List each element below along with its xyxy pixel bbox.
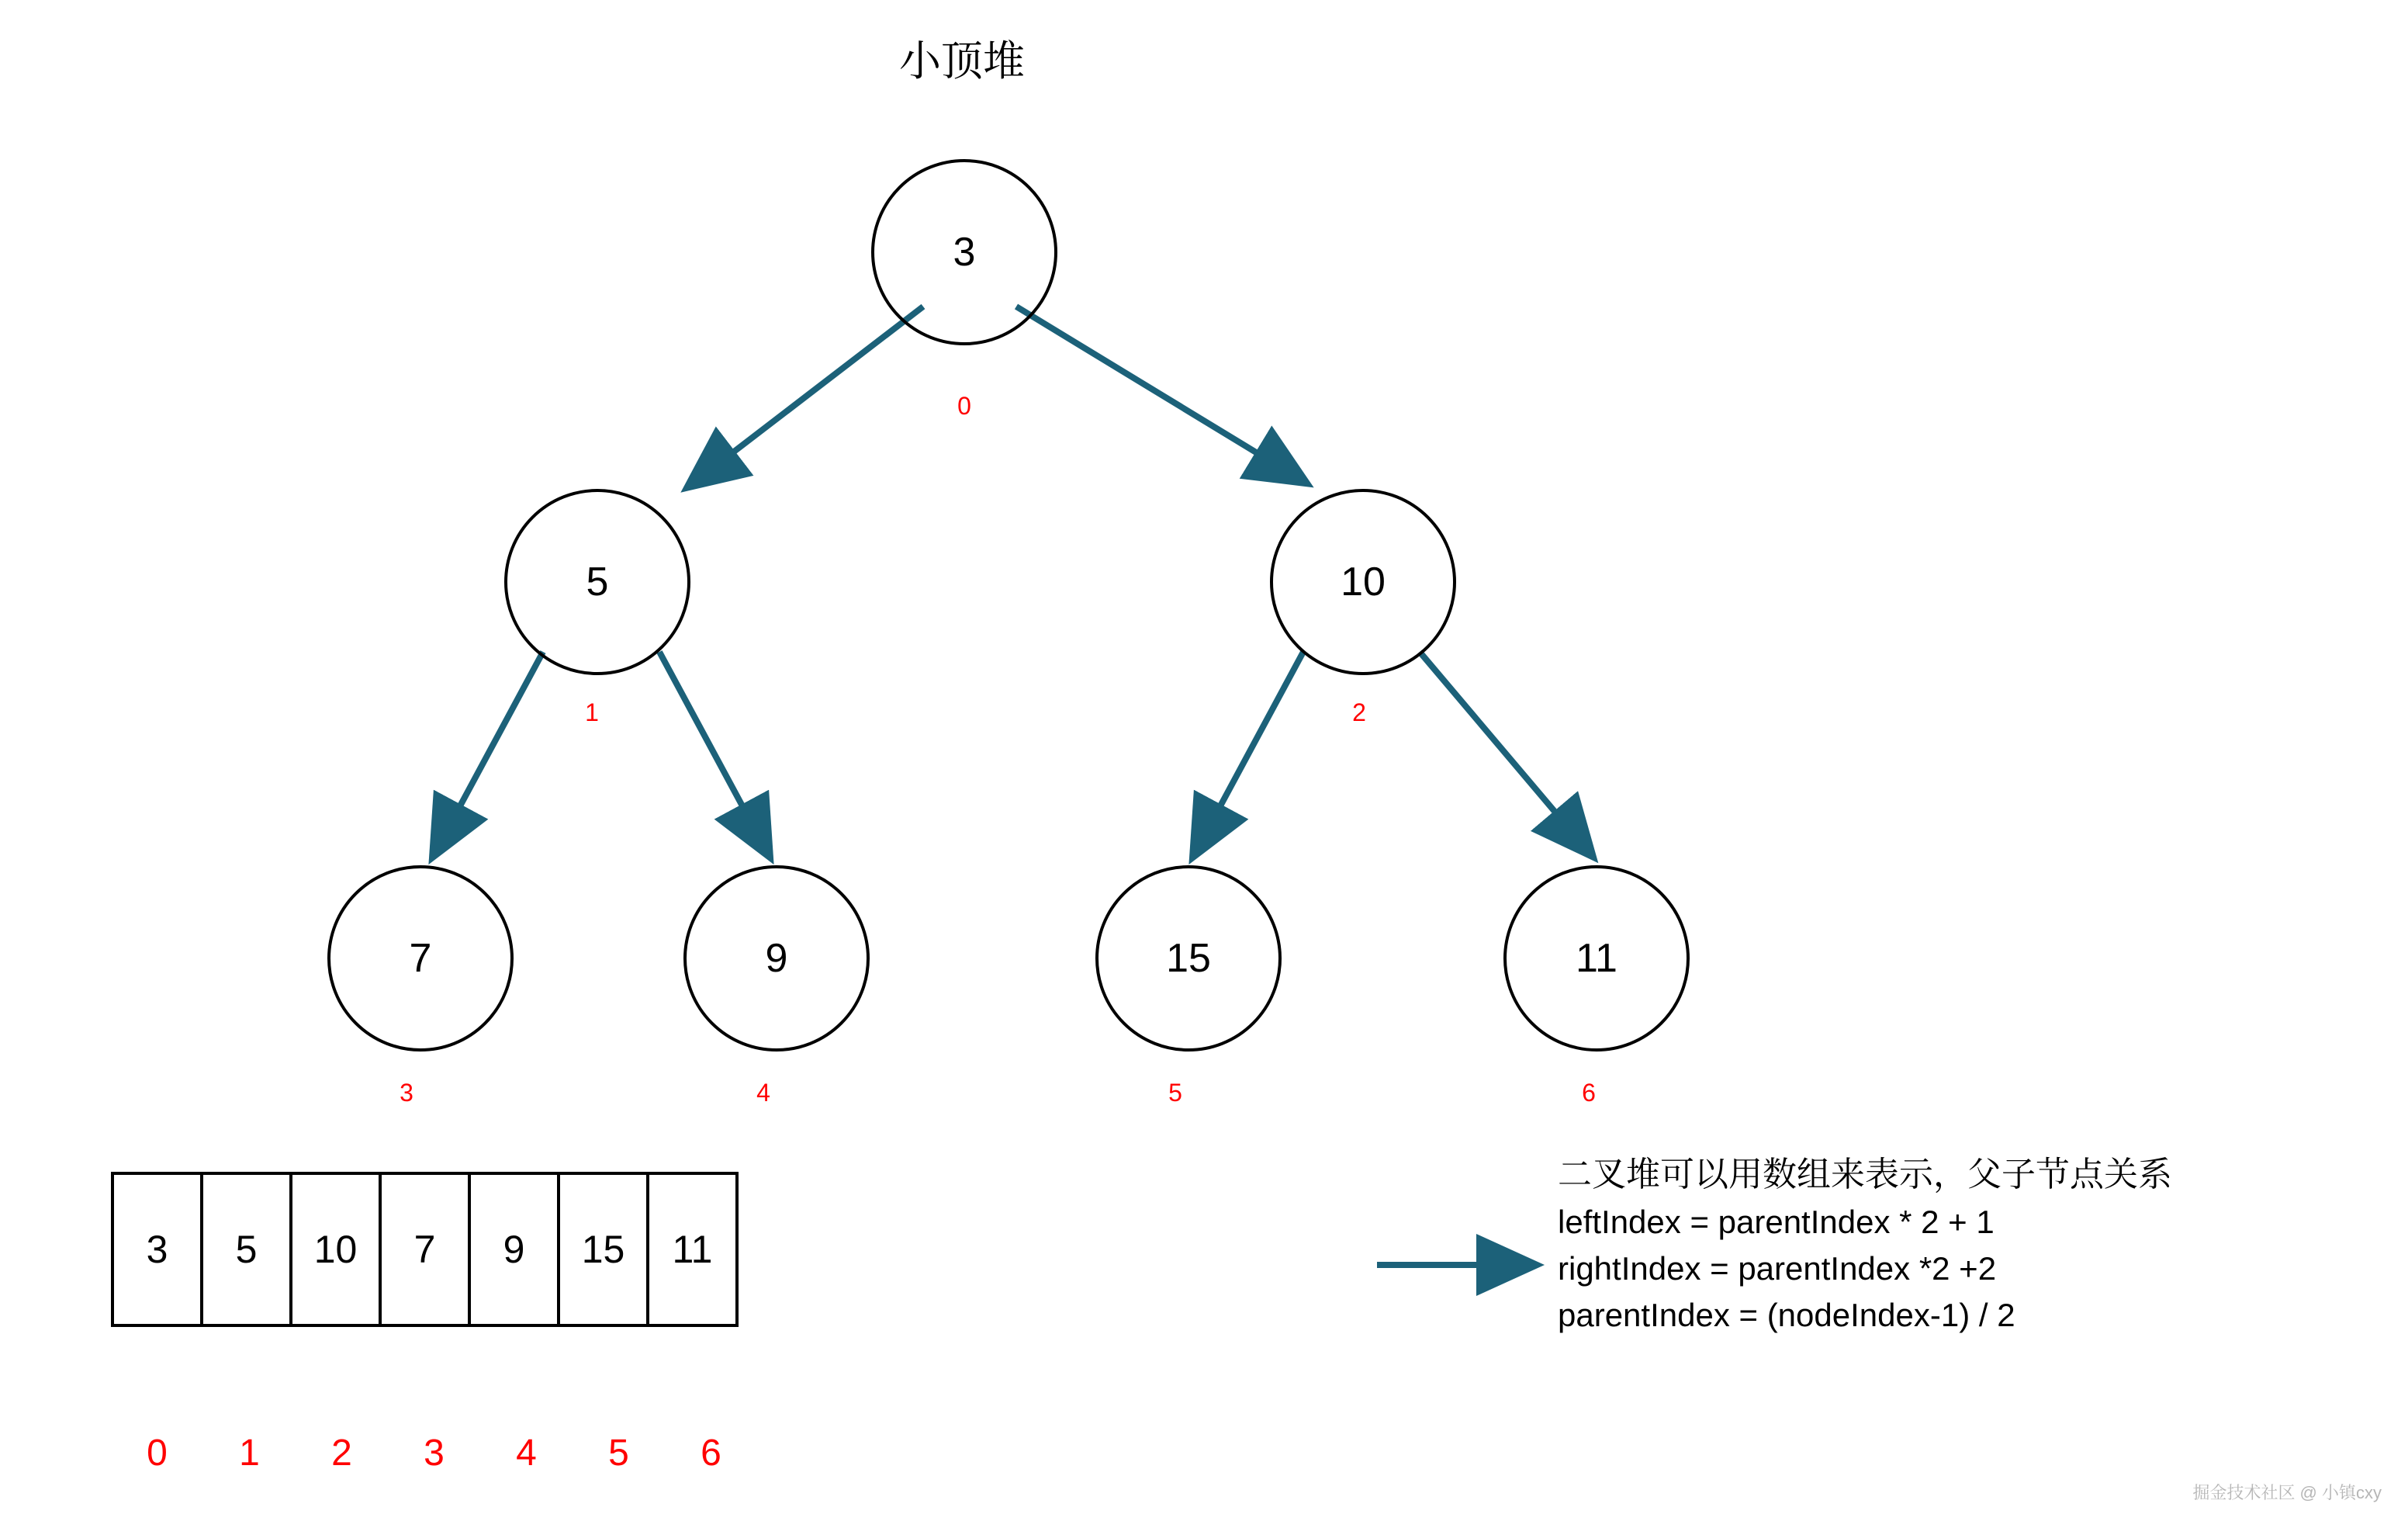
array-cell[interactable]: 11 [646, 1172, 739, 1327]
array-index: 0 [147, 1433, 168, 1474]
tree-node[interactable] [683, 865, 870, 1052]
array-index: 6 [701, 1433, 721, 1474]
tree-node-value: 11 [1576, 936, 1617, 981]
array-cell[interactable]: 5 [200, 1172, 292, 1327]
formula-note [1558, 1151, 2172, 1338]
array-index: 4 [516, 1433, 537, 1474]
tree-node-index: 4 [756, 1079, 770, 1107]
array-cell[interactable]: 3 [111, 1172, 203, 1327]
tree-node-value: 5 [586, 560, 609, 605]
tree-node-index: 6 [1582, 1079, 1596, 1107]
tree-node-value: 9 [765, 936, 788, 981]
tree-node-index: 2 [1352, 698, 1366, 726]
tree-node-index: 5 [1168, 1079, 1182, 1107]
array-index: 3 [424, 1433, 445, 1474]
tree-node[interactable] [871, 159, 1057, 345]
tree-node[interactable] [1095, 865, 1282, 1052]
tree-node-index: 3 [400, 1079, 413, 1107]
array-cell[interactable]: 9 [468, 1172, 560, 1327]
array-index: 1 [239, 1433, 260, 1474]
tree-node-index: 0 [957, 392, 971, 420]
tree-node[interactable] [327, 865, 514, 1052]
tree-node[interactable] [1270, 489, 1456, 675]
array-cell[interactable]: 10 [289, 1172, 382, 1327]
note-line-4: parentIndex = (nodeIndex-1) / 2 [1558, 1296, 2015, 1333]
tree-node-value: 15 [1166, 936, 1211, 981]
array-index: 2 [331, 1433, 352, 1474]
note-line-3: rightIndex = parentIndex *2 +2 [1558, 1250, 1997, 1287]
watermark: 掘金技术社区 @ 小镇cxy [2192, 1483, 2382, 1502]
array-index: 5 [608, 1433, 629, 1474]
array-index-row [111, 1432, 757, 1474]
page-title: 小顶堆 [899, 38, 1025, 85]
tree-node-value: 3 [953, 230, 976, 275]
note-line-2: leftIndex = parentIndex * 2 + 1 [1558, 1204, 1995, 1241]
tree-node-index: 1 [585, 698, 599, 726]
tree-node[interactable] [504, 489, 690, 675]
array-cell[interactable]: 15 [557, 1172, 649, 1327]
tree-node-value: 7 [409, 936, 432, 981]
array-cell[interactable]: 7 [379, 1172, 471, 1327]
note-line-1: 二叉堆可以用数组来表示，父子节点关系 [1558, 1155, 2172, 1194]
array-representation [111, 1172, 739, 1327]
tree-node-value: 10 [1341, 560, 1386, 605]
tree-node[interactable] [1503, 865, 1690, 1052]
